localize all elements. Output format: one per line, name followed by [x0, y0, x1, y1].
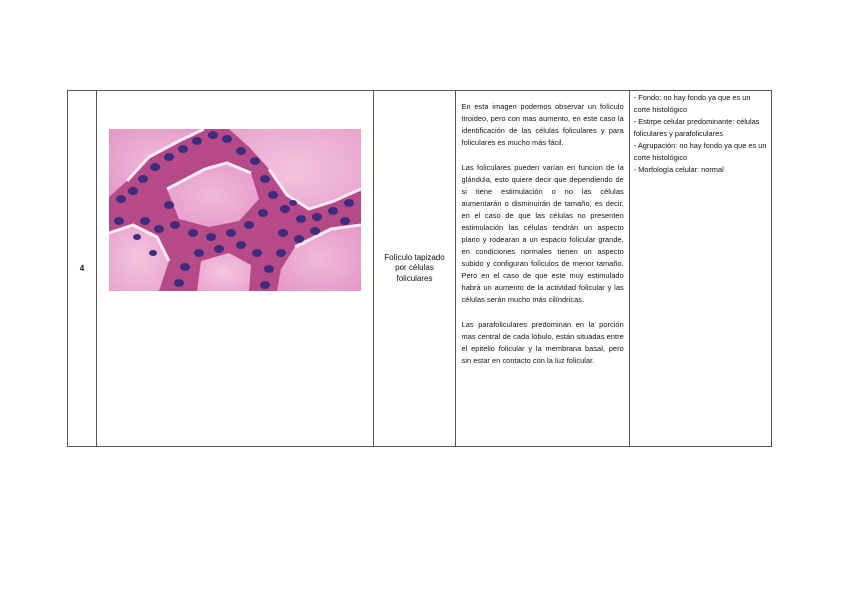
histology-image: [109, 129, 361, 291]
feature-item: - Morfología celular: normal: [633, 165, 724, 174]
description-paragraph: Las parafoliculares predominan en la porción mas central de cada lóbulo, están situadas entre el epitelio folicular y la membrana basal, pero sin estar en contacto con la luz folicular.: [461, 320, 624, 365]
description-cell: [455, 91, 629, 447]
description-paragraph: Las foliculares pueden varían en funcion de la glándula, esto quiere decir que dependiendo de si tiene estimulación o no las células aumentarán o disminuirán de tamaño, es decir, en el caso de que las células no presenten estimulación las células tendrán un aspecto plano y rodearan a un espacio folicular grande, en condiciones normales tienen un aspecto subido y configuran folículos de menor tamaño. Pero en el caso de que este muy estimulado habrá un aumento de la actividad folicular y las células serán mucho más cilíndricas.: [461, 163, 624, 304]
image-cell: [97, 91, 374, 447]
feature-item: - Agrupación: no hay fondo ya que es un corte histológico: [633, 141, 767, 162]
feature-item: - Fondo: no hay fondo ya que es un corte histológico: [633, 93, 751, 114]
description-paragraph: En esta imagen podemos observar un folículo tiroideo, pero con mas aumento, en este caso la identificación de las células foliculares y para foliculares es mucho más fácil.: [461, 102, 624, 147]
document-table: [67, 90, 772, 447]
table-row: [68, 91, 772, 447]
feature-item: - Estirpe celular predominante: células foliculares y parafoliculares: [633, 117, 760, 138]
row-number: 4: [68, 91, 97, 447]
structure-name: Folículo tapizado por células foliculares: [374, 91, 455, 447]
features-list: [634, 92, 768, 176]
features-cell: [629, 91, 771, 447]
